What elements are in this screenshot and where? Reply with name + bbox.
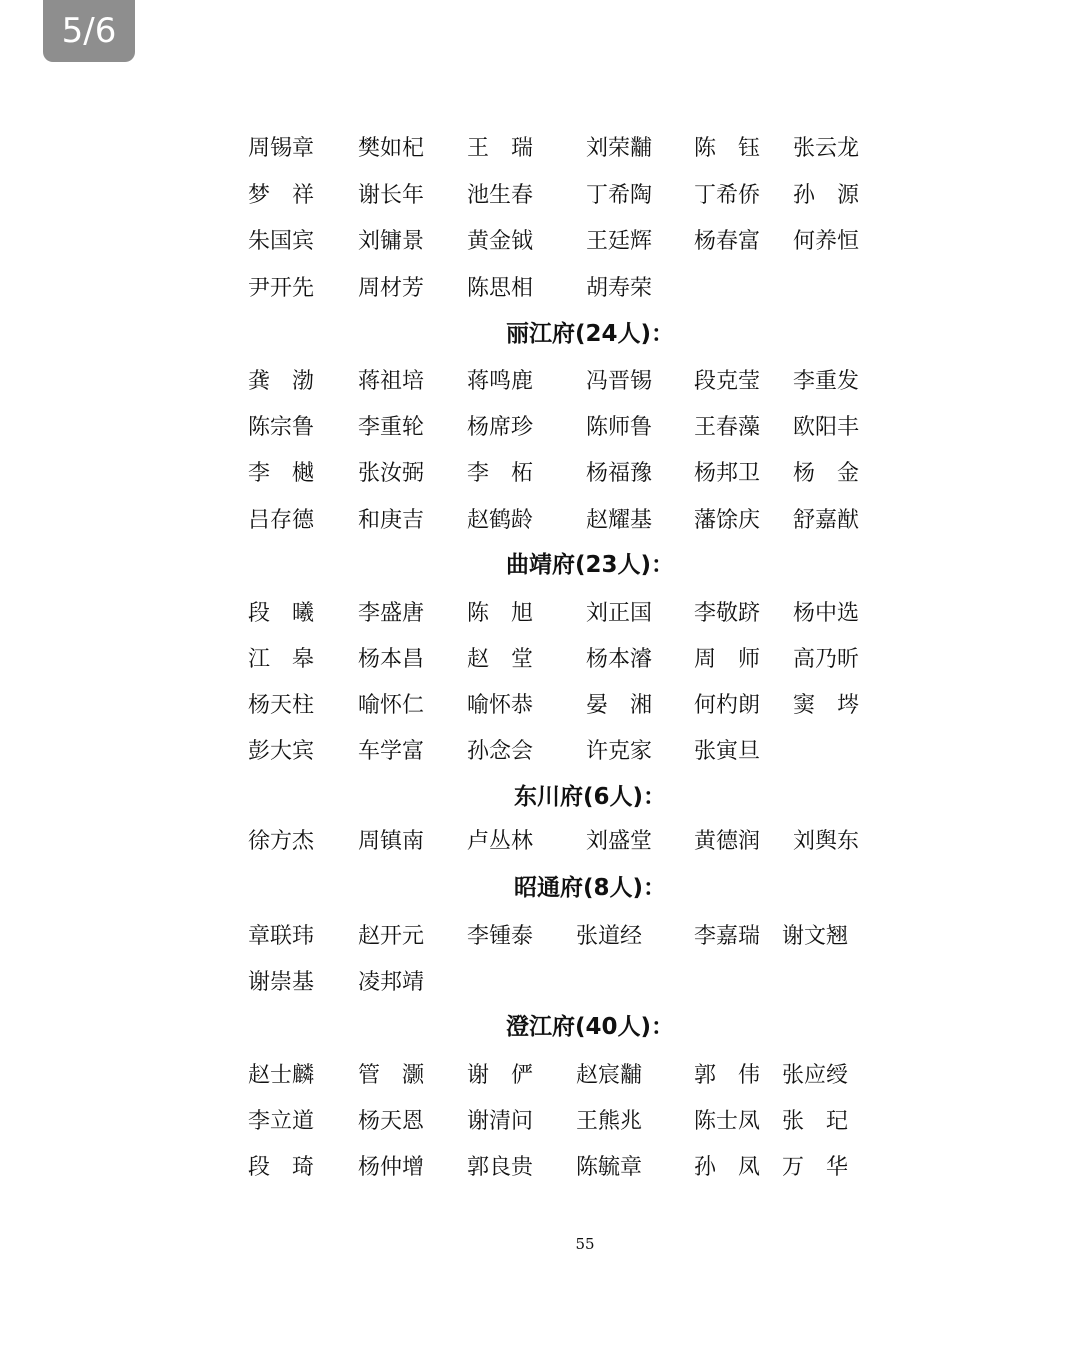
- name-entry: 张寅旦: [694, 739, 761, 764]
- name-entry: 谢 俨: [467, 1063, 534, 1088]
- name-entry: 谢长年: [358, 183, 425, 208]
- name-entry: 王廷辉: [586, 229, 653, 254]
- name-entry: 杨中选: [793, 601, 860, 626]
- name-entry: 张 玘: [782, 1109, 849, 1134]
- name-entry: 王 瑞: [467, 136, 534, 161]
- name-entry: 喻怀恭: [467, 693, 534, 718]
- name-entry: 吕存德: [248, 508, 315, 533]
- name-entry: 赵鹤龄: [467, 508, 534, 533]
- name-entry: 李 柘: [467, 461, 534, 486]
- name-entry: 王春藻: [694, 415, 761, 440]
- name-entry: 丁希侨: [694, 183, 761, 208]
- name-entry: 晏 湘: [586, 693, 653, 718]
- name-entry: 孙念会: [467, 739, 534, 764]
- name-entry: 舒嘉猷: [793, 508, 860, 533]
- name-entry: 蒋鸣鹿: [467, 369, 534, 394]
- name-entry: 张道经: [576, 924, 643, 949]
- name-entry: 凌邦靖: [358, 970, 425, 995]
- name-entry: 胡寿荣: [586, 276, 653, 301]
- name-entry: 喻怀仁: [358, 693, 425, 718]
- name-entry: 段 琦: [248, 1155, 315, 1180]
- name-entry: 陈师鲁: [586, 415, 653, 440]
- name-entry: 周锡章: [248, 136, 315, 161]
- name-entry: 谢清问: [467, 1109, 534, 1134]
- name-entry: 章联玮: [248, 924, 315, 949]
- name-entry: 杨本濬: [586, 647, 653, 672]
- name-entry: 刘盛堂: [586, 829, 653, 854]
- name-entry: 万 华: [782, 1155, 849, 1180]
- name-entry: 郭 伟: [694, 1063, 761, 1088]
- name-entry: 和庚吉: [358, 508, 425, 533]
- name-entry: 黄金钺: [467, 229, 534, 254]
- name-entry: 周材芳: [358, 276, 425, 301]
- name-entry: 李嘉瑞: [694, 924, 761, 949]
- name-entry: 张汝弼: [358, 461, 425, 486]
- name-entry: 卢丛林: [467, 829, 534, 854]
- name-entry: 杨席珍: [467, 415, 534, 440]
- name-entry: 车学富: [358, 739, 425, 764]
- name-entry: 杨 金: [793, 461, 860, 486]
- name-entry: 周镇南: [358, 829, 425, 854]
- section-heading: 东川府(6人)：: [513, 784, 667, 810]
- name-entry: 杨本昌: [358, 647, 425, 672]
- name-entry: 冯晋锡: [586, 369, 653, 394]
- name-entry: 杨春富: [694, 229, 761, 254]
- name-entry: 李重轮: [358, 415, 425, 440]
- name-entry: 李重发: [793, 369, 860, 394]
- name-entry: 徐方杰: [248, 829, 315, 854]
- name-entry: 赵士麟: [248, 1063, 315, 1088]
- name-entry: 龚 渤: [248, 369, 315, 394]
- name-entry: 陈士凤: [694, 1109, 761, 1134]
- name-entry: 刘舆东: [793, 829, 860, 854]
- name-entry: 管 灏: [358, 1063, 425, 1088]
- name-entry: 何养恒: [793, 229, 860, 254]
- section-heading: 曲靖府(23人)：: [505, 552, 675, 578]
- name-entry: 刘镛景: [358, 229, 425, 254]
- name-entry: 张应绶: [782, 1063, 849, 1088]
- name-entry: 李盛唐: [358, 601, 425, 626]
- name-entry: 陈思相: [467, 276, 534, 301]
- name-entry: 李 樾: [248, 461, 315, 486]
- name-entry: 陈毓章: [576, 1155, 643, 1180]
- name-entry: 陈宗鲁: [248, 415, 315, 440]
- name-entry: 谢崇基: [248, 970, 315, 995]
- name-entry: 张云龙: [793, 136, 860, 161]
- name-entry: 谢文翘: [782, 924, 849, 949]
- name-entry: 王熊兆: [576, 1109, 643, 1134]
- name-entry: 丁希陶: [586, 183, 653, 208]
- name-entry: 李敬跻: [694, 601, 761, 626]
- page-indicator-badge[interactable]: 5/6: [43, 0, 135, 62]
- name-entry: 周 师: [694, 647, 761, 672]
- name-entry: 池生春: [467, 183, 534, 208]
- name-entry: 郭良贵: [467, 1155, 534, 1180]
- name-entry: 杨仲增: [358, 1155, 425, 1180]
- name-entry: 梦 祥: [248, 183, 315, 208]
- name-entry: 段 曦: [248, 601, 315, 626]
- name-entry: 蒋祖培: [358, 369, 425, 394]
- name-entry: 江 皋: [248, 647, 315, 672]
- name-entry: 许克家: [586, 739, 653, 764]
- name-entry: 陈 钰: [694, 136, 761, 161]
- name-entry: 赵 堂: [467, 647, 534, 672]
- name-entry: 李锺泰: [467, 924, 534, 949]
- section-heading: 澄江府(40人)：: [505, 1014, 675, 1040]
- page-number: 55: [575, 1235, 595, 1253]
- name-entry: 黄德润: [694, 829, 761, 854]
- name-entry: 陈 旭: [467, 601, 534, 626]
- name-entry: 欧阳丰: [793, 415, 860, 440]
- name-entry: 刘荣黼: [586, 136, 653, 161]
- name-entry: 赵开元: [358, 924, 425, 949]
- section-heading: 昭通府(8人)：: [513, 875, 667, 901]
- name-entry: 窦 埁: [793, 693, 860, 718]
- name-entry: 孙 凤: [694, 1155, 761, 1180]
- name-entry: 杨福豫: [586, 461, 653, 486]
- name-entry: 彭大宾: [248, 739, 315, 764]
- name-entry: 高乃昕: [793, 647, 860, 672]
- name-entry: 藩馀庆: [694, 508, 761, 533]
- name-entry: 孙 源: [793, 183, 860, 208]
- name-entry: 李立道: [248, 1109, 315, 1134]
- name-entry: 朱国宾: [248, 229, 315, 254]
- name-entry: 段克莹: [694, 369, 761, 394]
- section-heading: 丽江府(24人)：: [505, 321, 675, 347]
- name-entry: 杨邦卫: [694, 461, 761, 486]
- name-entry: 尹开先: [248, 276, 315, 301]
- name-entry: 刘正国: [586, 601, 653, 626]
- name-entry: 杨天恩: [358, 1109, 425, 1134]
- name-entry: 樊如杞: [358, 136, 425, 161]
- name-entry: 赵宸黼: [576, 1063, 643, 1088]
- name-entry: 赵耀基: [586, 508, 653, 533]
- name-entry: 杨天柱: [248, 693, 315, 718]
- name-entry: 何杓朗: [694, 693, 761, 718]
